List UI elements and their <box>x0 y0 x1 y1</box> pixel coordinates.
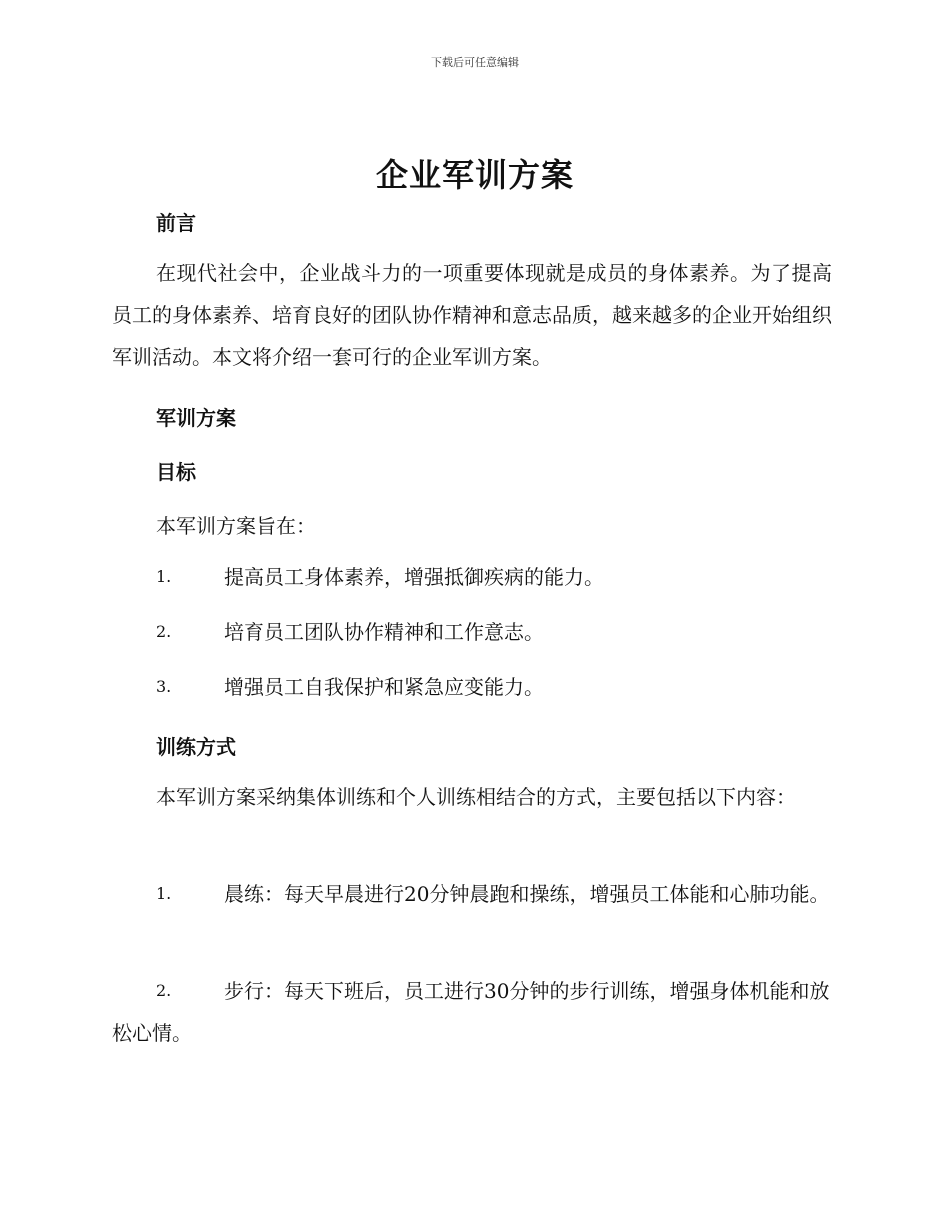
heading-goal: 目标 <box>156 460 196 484</box>
paragraph-method-intro: 本军训方案采纳集体训练和个人训练相结合的方式，主要包括以下内容： <box>156 785 796 809</box>
list-text: 培育员工团队协作精神和工作意志。 <box>224 620 544 644</box>
document-title: 企业军训方案 <box>375 156 574 194</box>
list-item-goal-2 <box>112 611 832 653</box>
list-item-goal-3 <box>112 666 832 708</box>
paragraph-goal-intro: 本军训方案旨在： <box>156 514 316 538</box>
paragraph-preface: 在现代社会中，企业战斗力的一项重要体现就是成员的身体素养。为了提高员工的身体素养、培育良好的团队协作精神和意志品质，越来越多的企业开始组织军训活动。本文将介绍一套可行的企业军训方案。 <box>112 261 832 369</box>
list-item-goal-1 <box>112 556 832 598</box>
list-text: 增强员工自我保护和紧急应变能力。 <box>224 675 544 699</box>
list-item-method-1 <box>112 873 832 915</box>
list-item-method-2 <box>112 970 832 1054</box>
list-number: 1. <box>156 567 172 586</box>
header-note: 下载后可任意编辑 <box>431 56 519 69</box>
heading-plan: 军训方案 <box>156 406 236 430</box>
list-text: 晨练：每天早晨进行20分钟晨跑和操练，增强员工体能和心肺功能。 <box>224 882 830 906</box>
list-number: 2. <box>156 622 172 641</box>
list-text: 提高员工身体素养，增强抵御疾病的能力。 <box>224 565 604 589</box>
heading-preface: 前言 <box>156 211 196 235</box>
list-number: 2. <box>156 981 172 1000</box>
list-text: 步行：每天下班后，员工进行30分钟的步行训练，增强身体机能和放松心情。 <box>112 979 830 1045</box>
list-number: 1. <box>156 884 172 903</box>
heading-method: 训练方式 <box>156 735 236 759</box>
list-number: 3. <box>156 677 172 696</box>
